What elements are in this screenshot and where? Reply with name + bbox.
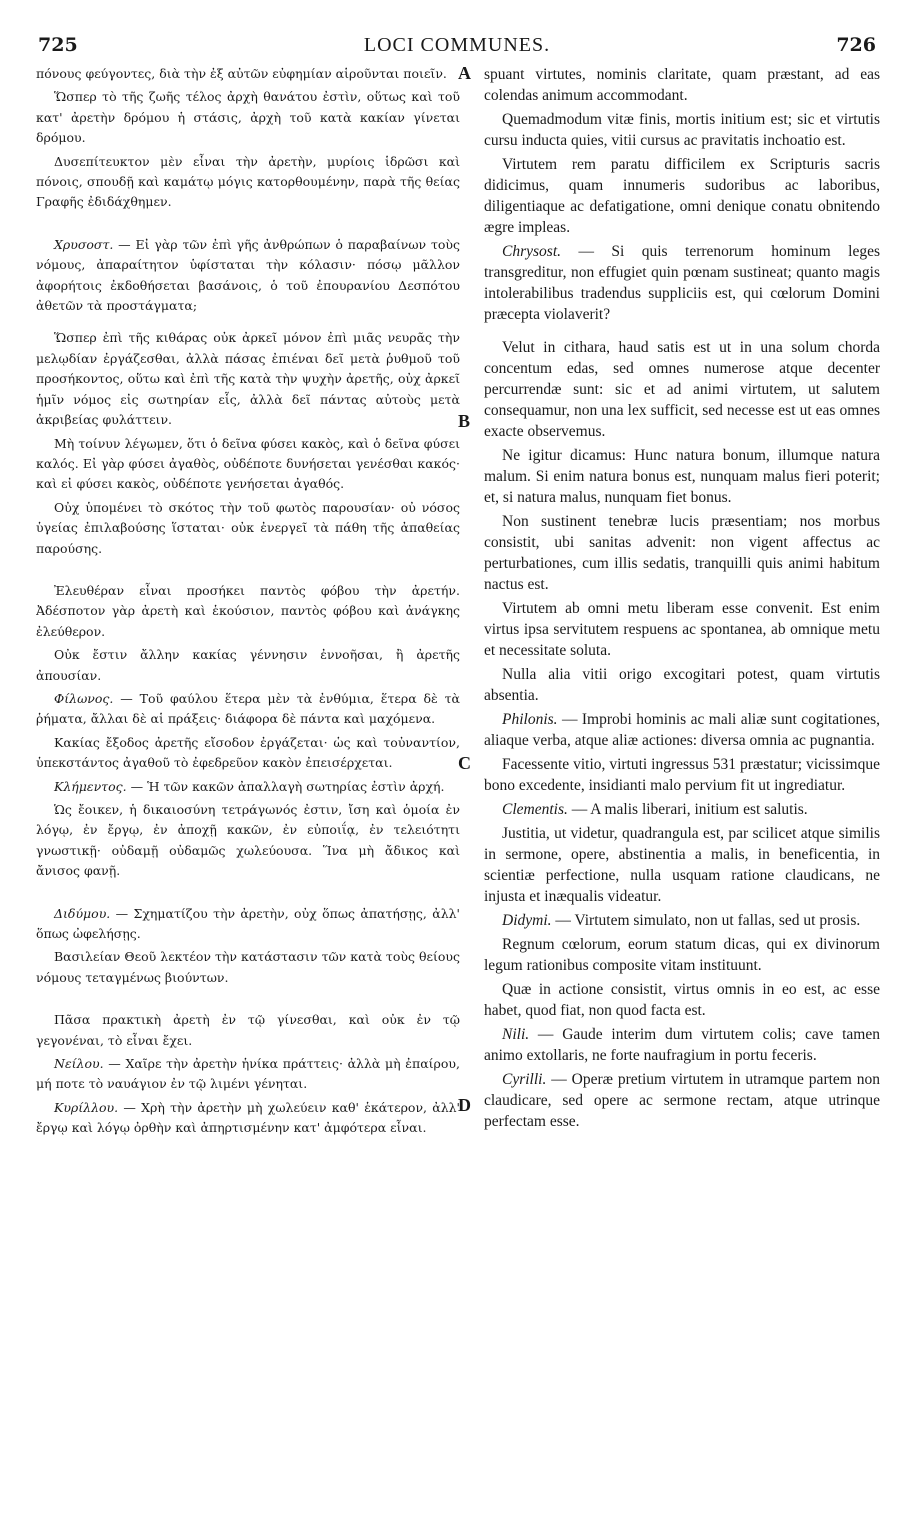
latin-paragraph: [484, 109, 880, 151]
latin-text: Facessente vitio, virtuti ingressus 531 præstatur; vicissimque bono excedente, insidianti malo pervium fit ut ingrediatur.: [484, 756, 880, 794]
greek-text: Δυσεπίτευκτον μὲν εἶναι τὴν ἀρετὴν, μυρίοις ἱδρῶσι καὶ πόνοις, σπουδῇ καὶ καμάτῳ μόγις κατορθουμένην, παρὰ τῆς θείας Γραφῆς ἐδιδάχθημεν.: [36, 153, 460, 210]
section-marker-b: B: [458, 411, 471, 431]
latin-paragraph: [484, 910, 880, 931]
section-marker-c: C: [458, 753, 471, 773]
latin-paragraph: [484, 511, 880, 595]
author-name: Chrysost.: [502, 243, 561, 260]
greek-paragraph: [36, 733, 460, 774]
greek-paragraph: [36, 777, 460, 797]
author-name: Χρυσοστ.: [54, 236, 114, 252]
greek-text: — Χρὴ τὴν ἀρετὴν μὴ χωλεύειν καθ' ἑκάτερον, ἀλλ' ἔργῳ καὶ λόγῳ ὀρθὴν καὶ ἀπηρτισμένην κατ' ἀμφότερα εἶναι.: [36, 1099, 460, 1136]
page-header: [0, 34, 914, 58]
latin-paragraph: [484, 154, 880, 238]
greek-paragraph: [36, 152, 460, 213]
author-name: Φίλωνος.: [54, 690, 114, 706]
latin-paragraph: [484, 445, 880, 508]
latin-text: Quæ in actione consistit, virtus omnis in eo est, ac esse habet, quod fiat, non quod facta est.: [484, 981, 880, 1019]
latin-text: — Virtutem simulato, non ut fallas, sed ut prosis.: [555, 912, 861, 929]
greek-paragraph: [36, 235, 460, 317]
latin-paragraph: [484, 1024, 880, 1066]
latin-text: — Si quis terrenorum hominum leges transgreditur, non effugiet quin pœnam sustineat; quanto magis intolerabilibus tradendus suppliciis est, qui cœlorum Domini præcepta violaverit?: [484, 243, 880, 323]
author-name: Cyrilli.: [502, 1071, 547, 1088]
latin-paragraph: [484, 799, 880, 820]
greek-paragraph: [36, 800, 460, 882]
greek-text: Ἐλευθέραν εἶναι προσήκει παντὸς φόβου τὴν ἀρετήν. Ἀδέσποτον γὰρ ἀρετὴ καὶ ἑκούσιον, παντὸς φόβου καὶ ἀνάγκης ἐλεύθερον.: [36, 582, 460, 639]
greek-text: πόνους φεύγοντες, διὰ τὴν ἐξ αὐτῶν εὐφημίαν αἱροῦνται ποιεῖν.: [36, 66, 447, 81]
running-title: LOCI COMMUNES.: [363, 34, 551, 56]
greek-paragraph: [36, 328, 460, 430]
author-name: Κυρίλλου.: [54, 1099, 119, 1115]
latin-text: Non sustinent tenebræ lucis præsentiam; nos morbus consistit, ubi sanitas advenit: non vigent affectus ac perturbationes, cum illis sedatis, tranquilli quis animi habitum nactus est.: [484, 513, 880, 593]
greek-paragraph: [36, 904, 460, 945]
author-name: Nili.: [502, 1026, 530, 1043]
latin-paragraph: [484, 664, 880, 706]
section-marker-a: A: [458, 63, 471, 83]
greek-text: — Ἡ τῶν κακῶν ἀπαλλαγὴ σωτηρίας ἐστὶν ἀρχή.: [130, 778, 445, 794]
greek-text: Ὥσπερ τὸ τῆς ζωῆς τέλος ἀρχὴ θανάτου ἐστὶν, οὕτως καὶ τοῦ κατ' ἀρετὴν δρόμου ἡ στάσις, ἀρχὴ τοῦ κατὰ κακίαν γίνεται δρόμου.: [36, 89, 460, 146]
author-name: Νείλου.: [54, 1056, 104, 1072]
greek-paragraph: [36, 1010, 460, 1051]
latin-text: Nulla alia vitii origo excogitari potest, quam virtutis absentia.: [484, 666, 880, 704]
greek-text: Οὐκ ἔστιν ἄλλην κακίας γέννησιν ἐννοῆσαι, ἢ ἀρετῆς ἀπουσίαν.: [36, 647, 460, 683]
latin-text: Quemadmodum vitæ finis, mortis initium est; sic et virtutis cursu inducta quies, vitii cursus ac pravitatis inchoatio est.: [484, 111, 880, 149]
greek-text: Ὥσπερ ἐπὶ τῆς κιθάρας οὐκ ἀρκεῖ μόνον ἐπὶ μιᾶς νευρᾶς τὴν μελῳδίαν ἐργάζεσθαι, ἀλλὰ πάσας ἐπιέναι δεῖ μετὰ ῥυθμοῦ τοῦ προσήκοντος, οὕτω καὶ ἐπὶ τῆς κατὰ τὴν ψυχὴν ἀρετῆς, οὐχ ἀρκεῖ ἡμῖν νόμος εἰς σωτηρίαν εἷς, ἀλλὰ δεῖ πάντας αὐτοὺς μετὰ ἀκριβείας φυλάττειν.: [36, 330, 460, 428]
greek-paragraph: [36, 689, 460, 730]
greek-paragraph: [36, 947, 460, 988]
latin-text: — Operæ pretium virtutem in utramque partem non claudicare, sed opere ac sermone rectam, atque utrinque perfectam esse.: [484, 1071, 880, 1130]
latin-text: — A malis liberari, initium est salutis.: [571, 801, 808, 818]
latin-paragraph: [484, 241, 880, 325]
author-name: Didymi.: [502, 912, 552, 929]
latin-text: Virtutem ab omni metu liberam esse convenit. Est enim virtus ipsa servitutem respuens ac spontanea, ab omnique metu et necessitate soluta.: [484, 600, 880, 659]
page-number-left: 725: [38, 34, 78, 56]
latin-paragraph: [484, 598, 880, 661]
latin-text: Regnum cœlorum, eorum statum dicas, qui ex divinorum legum rationibus composite vitam instituunt.: [484, 936, 880, 974]
greek-paragraph: [36, 87, 460, 148]
greek-text: — Εἰ γὰρ τῶν ἐπὶ γῆς ἀνθρώπων ὁ παραβαίνων τοὺς νόμους, ἀπαραίτητον ὑφίσταται τὴν κόλασιν· πόσῳ μᾶλλον ἀφορήτοις ἐκδοθήσεται βασάνοις, ὁ τοῦ ἐπουρανίου Δεσπότου ἀθετῶν τὰ προστάγματα;: [36, 236, 460, 314]
greek-text: Μὴ τοίνυν λέγωμεν, ὅτι ὁ δεῖνα φύσει κακὸς, καὶ ὁ δεῖνα φύσει καλός. Εἰ γὰρ φύσει ἀγαθὸς, οὐδέποτε δυνήσεται γενέσθαι κακός· καὶ εἰ φύσει κακὸς, οὐδέποτε γενήσεται ἀγαθός.: [36, 435, 460, 492]
greek-text: Βασιλείαν Θεοῦ λεκτέον τὴν κατάστασιν τῶν κατὰ τοὺς θείους νόμους τεταγμένως βιούντων.: [36, 949, 460, 985]
latin-paragraph: [484, 709, 880, 751]
latin-text: Velut in cithara, haud satis est ut in una solum chorda concentum edas, sed omnes numerose atque decenter percurrendæ sunt: sic et ad animi virtutem, ut salutem consequamur, non una lex sufficit, sed necesse est ut eas omnes exacte observemus.: [484, 339, 880, 440]
greek-text: Πᾶσα πρακτικὴ ἀρετὴ ἐν τῷ γίνεσθαι, καὶ οὐκ ἐν τῷ γεγονέναι, τὸ εἶναι ἔχει.: [36, 1012, 460, 1048]
greek-paragraph: [36, 498, 460, 559]
latin-paragraph: [484, 979, 880, 1021]
latin-text: — Improbi hominis ac mali aliæ sunt cogitationes, aliaque verba, atque aliæ actiones: diversa omnia ac pugnantia.: [484, 711, 880, 749]
greek-column: [36, 64, 460, 1500]
latin-column: [484, 64, 880, 1500]
latin-paragraph: [484, 754, 880, 796]
greek-text: Οὐχ ὑπομένει τὸ σκότος τὴν τοῦ φωτὸς παρουσίαν· οὐ νόσος ὑγείας ἐπιλαβούσης ἵσταται· οὐκ ἐνεργεῖ τὰ πάθη τῆς ἀπαθείας παρούσης.: [36, 499, 460, 556]
latin-paragraph: [484, 64, 880, 106]
greek-paragraph: [36, 434, 460, 495]
author-name: Philonis.: [502, 711, 558, 728]
greek-text: Κακίας ἔξοδος ἀρετῆς εἴσοδον ἐργάζεται· ὡς καὶ τοὐναντίον, ὑπεκστάντος ἀγαθοῦ τὸ ἐφεδρεῦον κακὸν ἐπεισέρχεται.: [36, 734, 460, 771]
latin-text: Virtutem rem paratu difficilem ex Scripturis sacris didicimus, quam innumeris sudoribus ac laboribus, diligentiaque ac defatigatione, omni denique conatu obnitendo ægre impleas.: [484, 156, 880, 236]
greek-paragraph: [36, 645, 460, 686]
author-name: Διδύμου.: [54, 905, 111, 921]
section-marker-d: D: [458, 1095, 471, 1115]
author-name: Clementis.: [502, 801, 568, 818]
greek-text: — Τοῦ φαύλου ἕτερα μὲν τὰ ἐνθύμια, ἕτερα δὲ τὰ ῥήματα, ἄλλαι δὲ αἱ πράξεις· διάφορα δὲ πάντα καὶ μαχόμενα.: [36, 690, 460, 727]
latin-text: spuant virtutes, nominis claritate, quam præstant, ad eas colendas animum accommodant.: [484, 66, 880, 104]
greek-text: — Χαῖρε τὴν ἀρετὴν ἡνίκα πράττεις· ἀλλὰ μὴ ἐπαίρου, μή ποτε τὸ ναυάγιον ἐν τῷ λιμένι γένηται.: [36, 1056, 460, 1092]
latin-text: — Gaude interim dum virtutem colis; cave tamen animo extollaris, ne forte naufragium in portu feceris.: [484, 1026, 880, 1064]
greek-paragraph: [36, 1054, 460, 1095]
latin-paragraph: [484, 934, 880, 976]
page-number-right: 726: [836, 34, 876, 56]
latin-paragraph: [484, 823, 880, 907]
latin-paragraph: [484, 337, 880, 442]
greek-paragraph: [36, 64, 460, 84]
greek-text: — Σχηματίζου τὴν ἀρετὴν, οὐχ ὅπως ἀπατήσῃς, ἀλλ' ὅπως ὠφελήσῃς.: [36, 905, 460, 942]
latin-paragraph: [484, 1069, 880, 1132]
greek-paragraph: [36, 581, 460, 642]
latin-text: Justitia, ut videtur, quadrangula est, par scilicet atque similis in sermone, opere, abstinentia a malis, in beneficentia, in scientiæ perfectione, nulla usquam ratione claudicans, ne injusta et inæqualis videatur.: [484, 825, 880, 905]
greek-paragraph: [36, 1098, 460, 1139]
author-name: Κλήμεντος.: [54, 778, 127, 794]
latin-text: Ne igitur dicamus: Hunc natura bonum, illumque natura malum. Si enim natura bonus est, nunquam malus fieri poterit; et, si natura malus, nunquam fiet bonus.: [484, 447, 880, 506]
greek-text: Ὡς ἔοικεν, ἡ δικαιοσύνη τετράγωνός ἐστιν, ἴση καὶ ὁμοία ἐν λόγῳ, ἐν ἔργῳ, ἐν ἀποχῇ κακῶν, ἐν εὐποιΐᾳ, ἐν τελειότητι γνωστικῇ· οὐδαμῇ οὐδαμῶς χωλεύουσα. Ἵνα μὴ ἄδικος καὶ ἄνισος φανῇ.: [36, 802, 460, 879]
